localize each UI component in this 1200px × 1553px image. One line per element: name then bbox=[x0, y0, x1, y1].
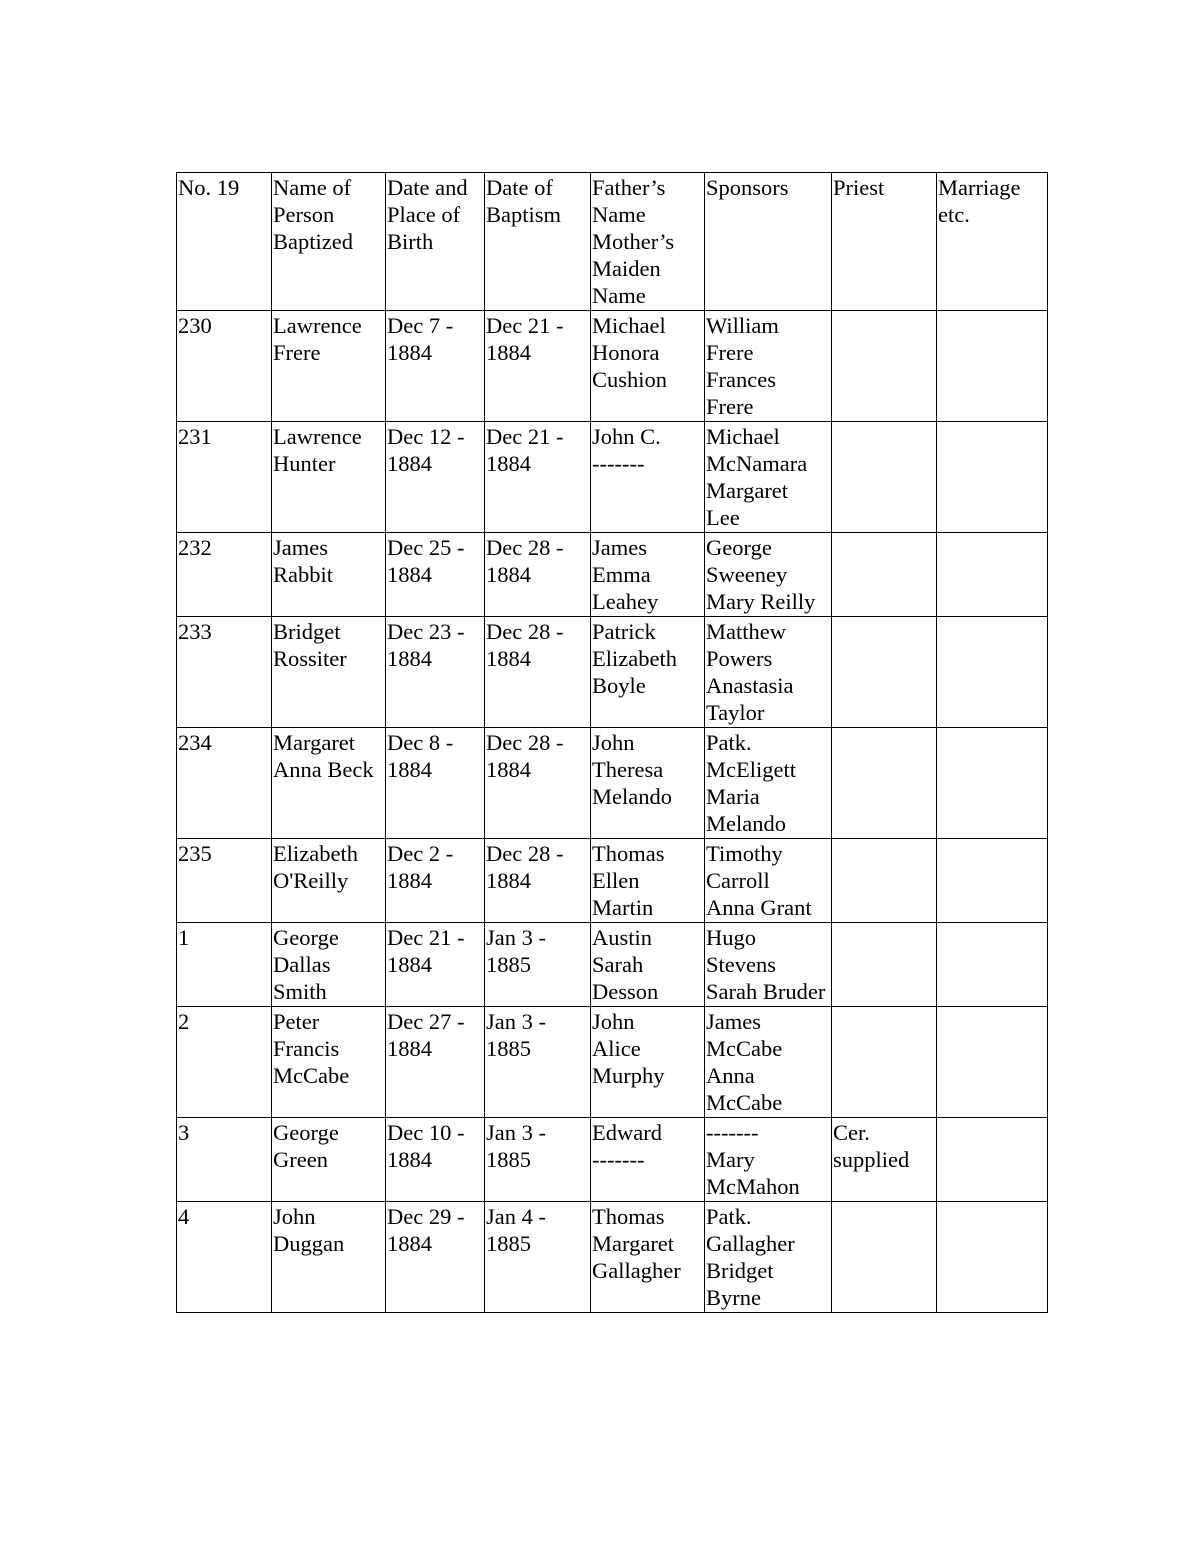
cell-baptism-date: Dec 21 - 1884 bbox=[485, 422, 591, 533]
cell-number: 4 bbox=[177, 1202, 272, 1313]
cell-baptism-date: Dec 28 - 1884 bbox=[485, 617, 591, 728]
header-priest: Priest bbox=[832, 173, 937, 311]
cell-birth: Dec 21 - 1884 bbox=[386, 923, 485, 1007]
cell-sponsors: Patk. Gallagher Bridget Byrne bbox=[705, 1202, 832, 1313]
cell-marriage bbox=[937, 923, 1048, 1007]
cell-parents: John Alice Murphy bbox=[591, 1007, 705, 1118]
cell-birth: Dec 2 - 1884 bbox=[386, 839, 485, 923]
cell-parents: John Theresa Melando bbox=[591, 728, 705, 839]
cell-sponsors: ------- Mary McMahon bbox=[705, 1118, 832, 1202]
cell-baptism-date: Dec 28 - 1884 bbox=[485, 839, 591, 923]
cell-sponsors: Michael McNamara Margaret Lee bbox=[705, 422, 832, 533]
cell-marriage bbox=[937, 311, 1048, 422]
cell-priest bbox=[832, 923, 937, 1007]
cell-sponsors: Hugo Stevens Sarah Bruder bbox=[705, 923, 832, 1007]
table-row bbox=[177, 311, 1048, 422]
cell-priest bbox=[832, 422, 937, 533]
cell-sponsors: William Frere Frances Frere bbox=[705, 311, 832, 422]
cell-birth: Dec 23 - 1884 bbox=[386, 617, 485, 728]
header-birth: Date and Place of Birth bbox=[386, 173, 485, 311]
header-number: No. 19 bbox=[177, 173, 272, 311]
cell-number: 235 bbox=[177, 839, 272, 923]
cell-birth: Dec 7 - 1884 bbox=[386, 311, 485, 422]
cell-parents: Edward ------- bbox=[591, 1118, 705, 1202]
baptism-register-table bbox=[176, 172, 1048, 1313]
cell-parents: Michael Honora Cushion bbox=[591, 311, 705, 422]
cell-number: 1 bbox=[177, 923, 272, 1007]
cell-marriage bbox=[937, 1202, 1048, 1313]
cell-marriage bbox=[937, 533, 1048, 617]
table-row bbox=[177, 422, 1048, 533]
cell-parents: Thomas Ellen Martin bbox=[591, 839, 705, 923]
cell-priest bbox=[832, 311, 937, 422]
cell-number: 232 bbox=[177, 533, 272, 617]
table-row bbox=[177, 617, 1048, 728]
cell-marriage bbox=[937, 728, 1048, 839]
header-row bbox=[177, 173, 1048, 311]
cell-priest bbox=[832, 728, 937, 839]
header-name: Name of Person Baptized bbox=[272, 173, 386, 311]
table-row bbox=[177, 1118, 1048, 1202]
cell-birth: Dec 27 - 1884 bbox=[386, 1007, 485, 1118]
cell-sponsors: George Sweeney Mary Reilly bbox=[705, 533, 832, 617]
cell-number: 231 bbox=[177, 422, 272, 533]
cell-parents: Austin Sarah Desson bbox=[591, 923, 705, 1007]
cell-priest: Cer. supplied bbox=[832, 1118, 937, 1202]
cell-number: 3 bbox=[177, 1118, 272, 1202]
table-row bbox=[177, 923, 1048, 1007]
header-sponsors: Sponsors bbox=[705, 173, 832, 311]
cell-name: Bridget Rossiter bbox=[272, 617, 386, 728]
cell-name: Peter Francis McCabe bbox=[272, 1007, 386, 1118]
table-row bbox=[177, 839, 1048, 923]
cell-parents: Patrick Elizabeth Boyle bbox=[591, 617, 705, 728]
header-marriage: Marriage etc. bbox=[937, 173, 1048, 311]
cell-sponsors: Timothy Carroll Anna Grant bbox=[705, 839, 832, 923]
cell-birth: Dec 29 - 1884 bbox=[386, 1202, 485, 1313]
cell-parents: James Emma Leahey bbox=[591, 533, 705, 617]
cell-marriage bbox=[937, 839, 1048, 923]
cell-marriage bbox=[937, 1007, 1048, 1118]
cell-baptism-date: Dec 28 - 1884 bbox=[485, 533, 591, 617]
cell-baptism-date: Jan 3 - 1885 bbox=[485, 1118, 591, 1202]
cell-baptism-date: Dec 28 - 1884 bbox=[485, 728, 591, 839]
cell-number: 233 bbox=[177, 617, 272, 728]
cell-birth: Dec 8 - 1884 bbox=[386, 728, 485, 839]
cell-priest bbox=[832, 1202, 937, 1313]
header-baptism-date: Date of Baptism bbox=[485, 173, 591, 311]
cell-sponsors: James McCabe Anna McCabe bbox=[705, 1007, 832, 1118]
cell-number: 2 bbox=[177, 1007, 272, 1118]
header-parents: Father’s Name Mother’s Maiden Name bbox=[591, 173, 705, 311]
cell-priest bbox=[832, 839, 937, 923]
cell-baptism-date: Jan 4 - 1885 bbox=[485, 1202, 591, 1313]
cell-baptism-date: Dec 21 - 1884 bbox=[485, 311, 591, 422]
cell-name: Lawrence Hunter bbox=[272, 422, 386, 533]
cell-priest bbox=[832, 1007, 937, 1118]
table-row bbox=[177, 1202, 1048, 1313]
cell-priest bbox=[832, 617, 937, 728]
cell-name: George Dallas Smith bbox=[272, 923, 386, 1007]
table-row bbox=[177, 533, 1048, 617]
cell-sponsors: Matthew Powers Anastasia Taylor bbox=[705, 617, 832, 728]
cell-parents: Thomas Margaret Gallagher bbox=[591, 1202, 705, 1313]
cell-parents: John C. ------- bbox=[591, 422, 705, 533]
cell-name: John Duggan bbox=[272, 1202, 386, 1313]
cell-number: 234 bbox=[177, 728, 272, 839]
cell-number: 230 bbox=[177, 311, 272, 422]
cell-baptism-date: Jan 3 - 1885 bbox=[485, 923, 591, 1007]
cell-name: James Rabbit bbox=[272, 533, 386, 617]
cell-sponsors: Patk. McEligett Maria Melando bbox=[705, 728, 832, 839]
cell-name: George Green bbox=[272, 1118, 386, 1202]
table-row bbox=[177, 1007, 1048, 1118]
table-row bbox=[177, 728, 1048, 839]
cell-birth: Dec 10 - 1884 bbox=[386, 1118, 485, 1202]
cell-name: Margaret Anna Beck bbox=[272, 728, 386, 839]
cell-birth: Dec 12 - 1884 bbox=[386, 422, 485, 533]
cell-priest bbox=[832, 533, 937, 617]
cell-marriage bbox=[937, 422, 1048, 533]
cell-marriage bbox=[937, 1118, 1048, 1202]
cell-name: Elizabeth O'Reilly bbox=[272, 839, 386, 923]
cell-baptism-date: Jan 3 - 1885 bbox=[485, 1007, 591, 1118]
cell-name: Lawrence Frere bbox=[272, 311, 386, 422]
cell-birth: Dec 25 - 1884 bbox=[386, 533, 485, 617]
cell-marriage bbox=[937, 617, 1048, 728]
